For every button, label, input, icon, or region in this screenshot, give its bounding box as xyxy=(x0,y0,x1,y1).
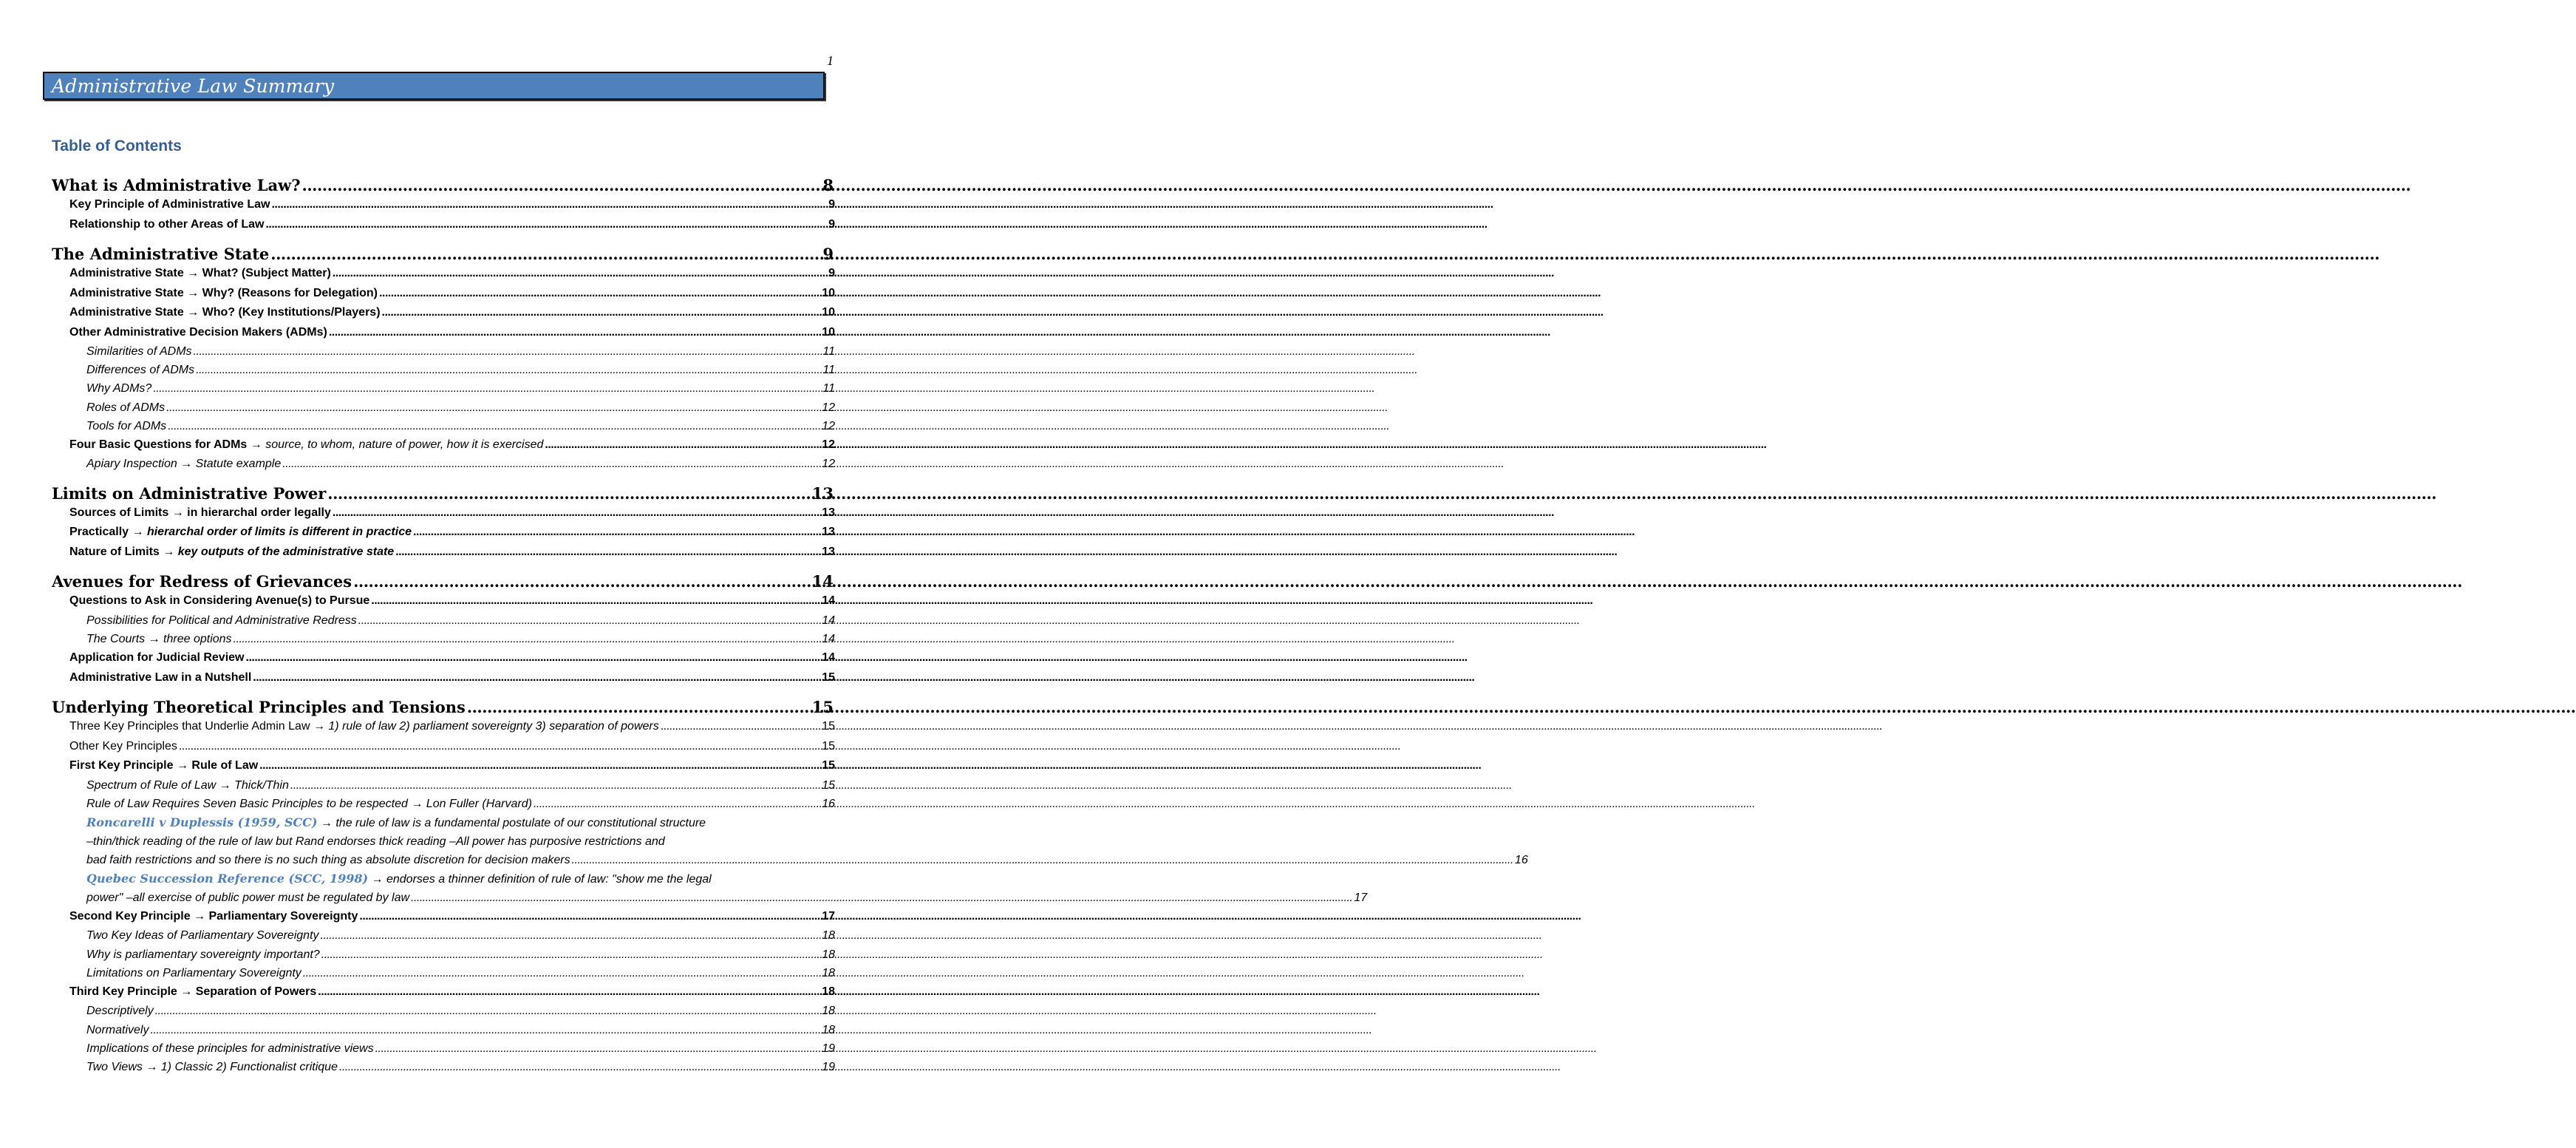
toc-entry-title: Differences of ADMs xyxy=(86,364,195,377)
toc-entry-text: power" –all exercise of public power must be regulated by law xyxy=(86,891,410,904)
toc-leader xyxy=(572,851,1513,869)
toc-entry-title: Administrative State → What? (Subject Matter) xyxy=(69,267,331,279)
toc-leader xyxy=(339,1058,820,1076)
toc-entry-page: 14 xyxy=(822,614,835,627)
toc-entry-title: Underlying Theoretical Principles and Tensions xyxy=(52,698,466,716)
toc-entry-page: 12 xyxy=(822,401,835,414)
toc-entry-page: 18 xyxy=(822,985,835,998)
toc-subentry[interactable] xyxy=(52,926,835,945)
toc-entry-title: Key Principle of Administrative Law xyxy=(69,198,270,211)
toc-entry-title: Limitations on Parliamentary Sovereignty xyxy=(86,966,301,979)
toc-leader xyxy=(265,215,827,235)
toc-entry-title-italic: key outputs of the administrative state xyxy=(177,545,395,558)
toc-entry[interactable] xyxy=(52,503,835,523)
toc-subentry[interactable] xyxy=(52,630,835,648)
toc-leader xyxy=(329,323,820,343)
toc-entry[interactable] xyxy=(52,523,835,543)
toc-leader xyxy=(303,964,820,982)
toc-entry-title: Administrative State → Who? (Key Institutions/Players) xyxy=(69,306,381,319)
toc-entry-title: Normatively xyxy=(86,1023,149,1036)
case-name: Roncarelli v Duplessis (1959, SCC) xyxy=(86,815,318,829)
toc-entry-page: 18 xyxy=(822,966,835,979)
toc-leader xyxy=(321,926,821,945)
toc-entry-page: 8 xyxy=(822,176,834,194)
toc-leader xyxy=(333,264,827,284)
toc-leader xyxy=(166,398,820,417)
toc-entry-title-bold: Practically → xyxy=(69,526,147,539)
toc-entry-page: 16 xyxy=(1514,853,1528,866)
toc-entry-title: Administrative State → Why? (Reasons for Delegation) xyxy=(69,286,378,299)
toc-entry-page: 10 xyxy=(822,325,835,339)
toc-leader xyxy=(375,1039,821,1058)
document-title: Administrative Law Summary xyxy=(52,75,335,97)
toc-entry[interactable] xyxy=(52,284,835,304)
toc-entry-title: Descriptively xyxy=(86,1005,154,1018)
toc-entry[interactable] xyxy=(52,323,835,343)
toc-entry[interactable] xyxy=(52,982,835,1002)
toc-entry[interactable] xyxy=(52,435,835,455)
toc-entry-title xyxy=(69,523,412,543)
toc-entry-page: 15 xyxy=(822,670,835,684)
toc-leader xyxy=(661,717,820,737)
toc-entry-page: 10 xyxy=(822,286,835,299)
toc-entry-page: 16 xyxy=(822,797,835,810)
toc-entry-page: 14 xyxy=(811,572,834,591)
toc-entry-title: Other Key Principles xyxy=(69,739,177,753)
toc-entry[interactable] xyxy=(52,195,835,215)
toc-leader xyxy=(153,379,821,398)
toc-entry-page: 19 xyxy=(822,1061,835,1073)
toc-entry-page: 14 xyxy=(822,632,835,645)
toc-subentry[interactable] xyxy=(52,455,835,473)
toc-entry[interactable] xyxy=(52,648,835,668)
toc-entry-text: → the rule of law is a fundamental postulate of our constitutional structure xyxy=(317,816,706,829)
toc-leader xyxy=(179,737,820,757)
toc-entry-page: 19 xyxy=(822,1042,835,1055)
toc-leader xyxy=(259,756,820,776)
toc-entry-page: 18 xyxy=(822,1005,835,1018)
toc-entry-title: Apiary Inspection → Statute example xyxy=(86,458,282,471)
toc-entry-title-bold: Nature of Limits → xyxy=(69,545,178,558)
toc-entry-page: 13 xyxy=(822,506,835,519)
toc-entry-page: 17 xyxy=(822,909,835,923)
toc-leader xyxy=(467,698,811,716)
table-of-contents xyxy=(52,171,1528,1076)
toc-entry-page: 14 xyxy=(822,594,835,608)
toc-subentry-roncarelli[interactable] xyxy=(52,813,1528,869)
toc-entry-page: 18 xyxy=(822,929,835,942)
toc-entry-page: 13 xyxy=(811,483,834,503)
toc-entry-page: 14 xyxy=(822,651,835,664)
toc-leader xyxy=(371,591,820,611)
toc-leader xyxy=(150,1021,820,1039)
toc-leader xyxy=(413,523,820,543)
toc-subentry[interactable] xyxy=(52,342,835,361)
toc-leader xyxy=(302,176,822,194)
toc-section-underlying-principles[interactable] xyxy=(52,698,835,717)
toc-entry-title: Second Key Principle → Parliamentary Sovereignty xyxy=(69,909,358,923)
toc-entry-title: Why is parliamentary sovereignty important? xyxy=(86,948,320,961)
toc-entry-page: 15 xyxy=(822,759,835,772)
toc-leader xyxy=(234,630,821,648)
toc-leader xyxy=(379,284,820,304)
toc-entry-page: 18 xyxy=(822,948,835,961)
toc-leader xyxy=(194,342,822,361)
toc-subentry[interactable] xyxy=(52,945,835,964)
toc-entry-page: 9 xyxy=(828,198,835,211)
toc-section-what-is-admin-law[interactable] xyxy=(52,176,835,195)
toc-entry-page: 15 xyxy=(822,739,835,753)
toc-section-limits[interactable] xyxy=(52,484,835,503)
toc-entry-title xyxy=(69,543,394,563)
toc-entry-title xyxy=(69,717,659,737)
page-number: 1 xyxy=(827,53,834,68)
toc-subentry[interactable] xyxy=(52,964,835,982)
toc-entry-page: 13 xyxy=(822,526,835,539)
toc-entry[interactable] xyxy=(52,668,835,688)
toc-leader xyxy=(545,435,820,455)
toc-entry-page: 12 xyxy=(822,438,835,451)
toc-leader xyxy=(411,889,1352,907)
toc-leader xyxy=(290,776,820,795)
toc-entry[interactable] xyxy=(52,543,835,563)
toc-entry-page: 10 xyxy=(822,306,835,319)
toc-entry-title-italic: 1) rule of law 2) parliament sovereignty 3) separation of powers xyxy=(328,720,659,733)
toc-entry-title-italic: hierarchal order of limits is different in practice xyxy=(146,526,412,539)
toc-entry-page: 17 xyxy=(1354,891,1368,904)
toc-entry-title-plain: Three Key Principles that Underlie Admin Law → xyxy=(69,720,329,733)
toc-entry[interactable] xyxy=(52,215,835,235)
toc-leader xyxy=(359,907,820,927)
toc-entry[interactable] xyxy=(52,303,835,323)
toc-entry-title: Administrative Law in a Nutshell xyxy=(69,670,252,684)
toc-entry-page: 18 xyxy=(822,1023,835,1036)
toc-leader xyxy=(196,361,821,379)
toc-entry-title: Spectrum of Rule of Law → Thick/Thin xyxy=(86,778,289,792)
toc-entry-page: 11 xyxy=(822,345,835,358)
toc-entry-title: Why ADMs? xyxy=(86,382,152,395)
toc-leader xyxy=(327,484,811,503)
toc-leader xyxy=(270,245,821,263)
toc-entry-title: Relationship to other Areas of Law xyxy=(69,217,265,231)
toc-leader xyxy=(395,543,820,563)
document-title-bar xyxy=(43,72,825,100)
toc-leader xyxy=(271,195,827,215)
toc-entry-title-bold: Four Basic Questions for ADMs xyxy=(69,438,248,451)
toc-leader xyxy=(246,648,821,668)
toc-leader xyxy=(358,611,820,630)
toc-leader xyxy=(282,455,820,473)
toc-entry-title: Sources of Limits → in hierarchal order legally xyxy=(69,506,331,519)
toc-leader xyxy=(353,572,811,591)
toc-entry-page: 9 xyxy=(828,217,835,231)
toc-entry[interactable] xyxy=(52,264,835,284)
toc-entry-title xyxy=(69,435,543,455)
toc-entry-page: 9 xyxy=(822,245,834,263)
toc-subentry[interactable] xyxy=(52,1021,835,1039)
toc-entry-title: Roles of ADMs xyxy=(86,401,166,414)
toc-subentry[interactable] xyxy=(52,776,835,795)
toc-entry-title: Two Views → 1) Classic 2) Functionalist critique xyxy=(86,1061,338,1073)
toc-subentry[interactable] xyxy=(52,611,835,630)
toc-entry-text: → endorses a thinner definition of rule of law: "show me the legal xyxy=(368,872,712,886)
toc-entry-title: Limits on Administrative Power xyxy=(52,483,327,503)
toc-section-administrative-state[interactable] xyxy=(52,245,835,264)
toc-subentry-quebec[interactable] xyxy=(52,869,1368,907)
toc-subentry[interactable] xyxy=(52,398,835,417)
toc-entry-title: Two Key Ideas of Parliamentary Sovereignty xyxy=(86,929,319,942)
toc-entry-title: What is Administrative Law? xyxy=(52,176,301,194)
toc-subentry[interactable] xyxy=(52,795,835,813)
toc-entry-page: 13 xyxy=(822,545,835,558)
case-name: Quebec Succession Reference (SCC, 1998) xyxy=(86,871,369,886)
toc-entry[interactable] xyxy=(52,907,835,927)
toc-subentry[interactable] xyxy=(52,361,835,379)
toc-entry-page: 12 xyxy=(822,458,835,471)
toc-leader xyxy=(318,982,820,1002)
toc-entry-title: Avenues for Redress of Grievances xyxy=(52,572,352,591)
toc-entry-text: –thin/thick reading of the rule of law but Rand endorses thick reading –All power has purposive restrictions and xyxy=(86,835,665,848)
toc-leader xyxy=(333,503,820,523)
toc-entry[interactable] xyxy=(52,717,835,737)
toc-entry-title: Implications of these principles for administrative views xyxy=(86,1042,374,1055)
toc-leader xyxy=(534,795,820,813)
toc-entry[interactable] xyxy=(52,756,835,776)
toc-entry-title: Questions to Ask in Considering Avenue(s) to Pursue xyxy=(69,594,370,608)
toc-subentry[interactable] xyxy=(52,1002,835,1020)
toc-section-avenues[interactable] xyxy=(52,572,835,591)
toc-entry-page: 15 xyxy=(822,778,835,792)
toc-entry-title: The Courts → three options xyxy=(86,632,232,645)
toc-leader xyxy=(382,303,821,323)
toc-subentry[interactable] xyxy=(52,379,835,398)
toc-entry-title: First Key Principle → Rule of Law xyxy=(69,759,259,772)
toc-subentry[interactable] xyxy=(52,417,835,435)
toc-entry-page: 12 xyxy=(822,419,835,432)
toc-heading: Table of Contents xyxy=(52,137,182,154)
toc-entry-title: Tools for ADMs xyxy=(86,419,167,432)
toc-entry-title-italic: → source, to whom, nature of power, how it is exercised xyxy=(247,438,544,451)
toc-entry-title: Application for Judicial Review xyxy=(69,651,245,664)
toc-entry-title: Other Administrative Decision Makers (ADMs) xyxy=(69,325,327,339)
toc-entry-title: Similarities of ADMs xyxy=(86,345,192,358)
toc-entry-title: Possibilities for Political and Administrative Redress xyxy=(86,614,357,627)
toc-subentry[interactable] xyxy=(52,1058,835,1076)
toc-entry-page: 15 xyxy=(811,698,834,716)
toc-entry[interactable] xyxy=(52,737,835,757)
toc-entry[interactable] xyxy=(52,591,835,611)
toc-leader xyxy=(321,945,821,964)
toc-entry-page: 15 xyxy=(822,720,835,733)
toc-entry-page: 11 xyxy=(822,382,835,395)
toc-entry-title: Rule of Law Requires Seven Basic Principles to be respected → Lon Fuller (Harvard) xyxy=(86,797,532,810)
toc-leader xyxy=(168,417,820,435)
toc-entry-title: Third Key Principle → Separation of Powers xyxy=(69,985,317,998)
toc-subentry[interactable] xyxy=(52,1039,835,1058)
toc-entry-title: The Administrative State xyxy=(52,245,270,263)
toc-entry-page: 11 xyxy=(822,364,835,377)
toc-leader xyxy=(253,668,820,688)
toc-entry-text: bad faith restrictions and so there is no such thing as absolute discretion for decision makers xyxy=(86,853,570,866)
toc-entry-page: 9 xyxy=(828,267,835,279)
toc-leader xyxy=(155,1002,821,1020)
